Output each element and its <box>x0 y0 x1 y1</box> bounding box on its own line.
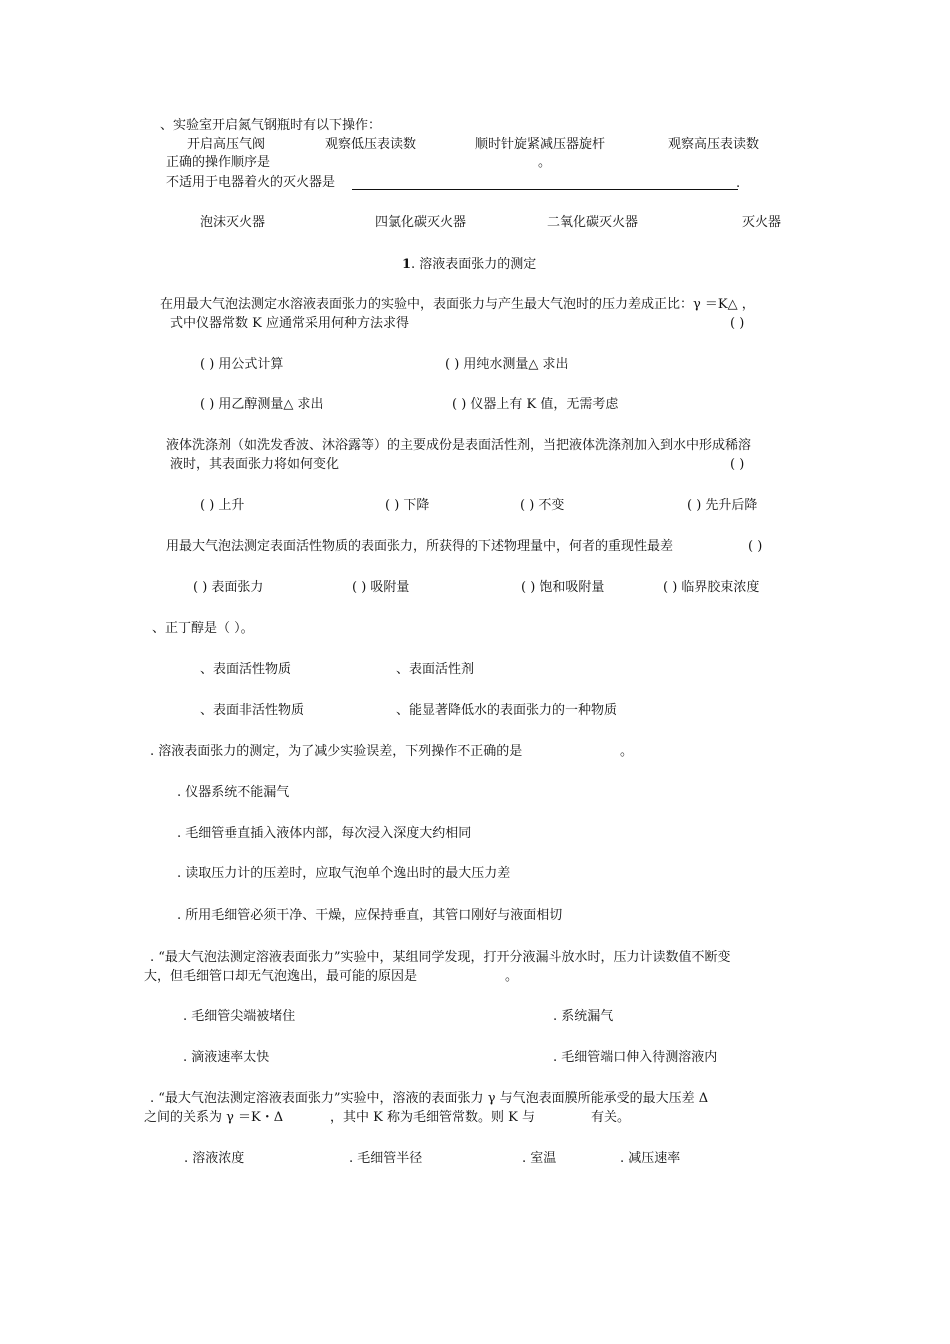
q4-option-1: 、表面活性物质 <box>200 662 292 677</box>
q4-option-2: 、表面活性剂 <box>396 662 475 677</box>
q1-option-1: ( ) 用公式计算 <box>200 357 284 372</box>
section-number: 1 <box>402 257 412 272</box>
q3-option-2: ( ) 吸附量 <box>352 580 410 595</box>
q-fire-stem: 不适用于电器着火的灭火器是 <box>166 175 336 190</box>
q-gas-op-1: 开启高压气阀 <box>187 137 266 152</box>
q-fire-option-1: 泡沫灭火器 <box>200 215 266 230</box>
q3-line-1: 用最大气泡法测定表面活性物质的表面张力，所获得的下述物理量中，何者的重现性最差 <box>166 539 674 554</box>
q-gas-op-3: 顺时针旋紧减压器旋杆 <box>475 137 606 152</box>
q2-option-1: ( ) 上升 <box>200 498 245 513</box>
q5-dot: 。 <box>620 744 634 759</box>
q-gas-op-2: 观察低压表读数 <box>325 137 417 152</box>
q4-option-3: 、表面非活性物质 <box>200 703 305 718</box>
q3-paren: ( ) <box>748 539 763 554</box>
q6-dot: 。 <box>505 969 519 984</box>
q1-option-2: ( ) 用纯水测量△ 求出 <box>445 357 569 372</box>
q2-paren: ( ) <box>730 457 745 472</box>
q2-line-1: 液体洗涤剂（如洗发香波、沐浴露等）的主要成份是表面活性剂，当把液体洗涤剂加入到水中形成稀溶 <box>166 438 752 453</box>
q-gas-order-prompt: 正确的操作顺序是 <box>166 155 271 170</box>
q-fire-answer-line <box>352 189 738 190</box>
q7-option-3: . 室温 <box>522 1151 557 1166</box>
q5-option-3: . 读取压力计的压差时，应取气泡单个逸出时的最大压力差 <box>177 866 511 881</box>
q4-option-4: 、能显著降低水的表面张力的一种物质 <box>396 703 618 718</box>
q6-option-4: . 毛细管端口伸入待测溶液内 <box>553 1050 718 1065</box>
q6-option-3: . 滴液速率太快 <box>183 1050 270 1065</box>
q-gas-order-dot: 。 <box>538 155 552 170</box>
q7-line-1: . “最大气泡法测定溶液表面张力”实验中，溶液的表面张力 γ 与气泡表面膜所能承受的最大压差 Δ <box>150 1091 709 1106</box>
q7-line-2a: 之间的关系为 γ ＝K・Δ <box>144 1110 284 1125</box>
q1-option-3: ( ) 用乙醇测量△ 求出 <box>200 397 324 412</box>
q5-option-4: . 所用毛细管必须干净、干燥，应保持垂直，其管口刚好与液面相切 <box>177 908 563 923</box>
q6-option-2: . 系统漏气 <box>553 1009 614 1024</box>
q2-option-4: ( ) 先升后降 <box>687 498 758 513</box>
q5-option-2: . 毛细管垂直插入液体内部，每次浸入深度大约相同 <box>177 826 472 841</box>
q5-stem: . 溶液表面张力的测定，为了减少实验误差，下列操作不正确的是 <box>150 744 523 759</box>
q2-line-2: 液时，其表面张力将如何变化 <box>170 457 340 472</box>
q4-stem: 、正丁醇是（ ）。 <box>152 621 254 636</box>
q2-option-3: ( ) 不变 <box>520 498 565 513</box>
q1-option-4: ( ) 仪器上有 K 值，无需考虑 <box>452 397 619 412</box>
q6-option-1: . 毛细管尖端被堵住 <box>183 1009 296 1024</box>
q7-option-2: . 毛细管半径 <box>349 1151 423 1166</box>
q3-option-3: ( ) 饱和吸附量 <box>521 580 605 595</box>
q-fire-tail: . <box>736 176 741 191</box>
section-heading <box>402 257 536 273</box>
q3-option-1: ( ) 表面张力 <box>193 580 264 595</box>
q7-option-1: . 溶液浓度 <box>184 1151 245 1166</box>
q1-line-1: 在用最大气泡法测定水溶液表面张力的实验中，表面张力与产生最大气泡时的压力差成正比：γ ＝K△ ， <box>160 297 755 312</box>
q-fire-option-4: 灭火器 <box>742 215 782 230</box>
q-fire-option-3: 二氧化碳灭火器 <box>547 215 639 230</box>
q6-line-2: 大，但毛细管口却无气泡逸出，最可能的原因是 <box>144 969 418 984</box>
q1-paren: ( ) <box>730 316 745 331</box>
q6-line-1: . “最大气泡法测定溶液表面张力”实验中，某组同学发现，打开分液漏斗放水时，压力计读数值不断变 <box>150 950 731 965</box>
q7-option-4: . 减压速率 <box>620 1151 681 1166</box>
q3-option-4: ( ) 临界胶束浓度 <box>663 580 760 595</box>
q-gas-stem: 、实验室开启氮气钢瓶时有以下操作： <box>160 118 382 133</box>
q-gas-op-4: 观察高压表读数 <box>668 137 760 152</box>
q2-option-2: ( ) 下降 <box>385 498 430 513</box>
q7-line-2c: 有关。 <box>591 1110 631 1125</box>
q-fire-option-2: 四氯化碳灭火器 <box>375 215 467 230</box>
q5-option-1: . 仪器系统不能漏气 <box>177 785 290 800</box>
q7-line-2b: ，其中 K 称为毛细管常数。则 K 与 <box>330 1110 535 1125</box>
section-title: . 溶液表面张力的测定 <box>411 257 537 272</box>
q1-line-2: 式中仪器常数 K 应通常采用何种方法求得 <box>170 316 409 331</box>
